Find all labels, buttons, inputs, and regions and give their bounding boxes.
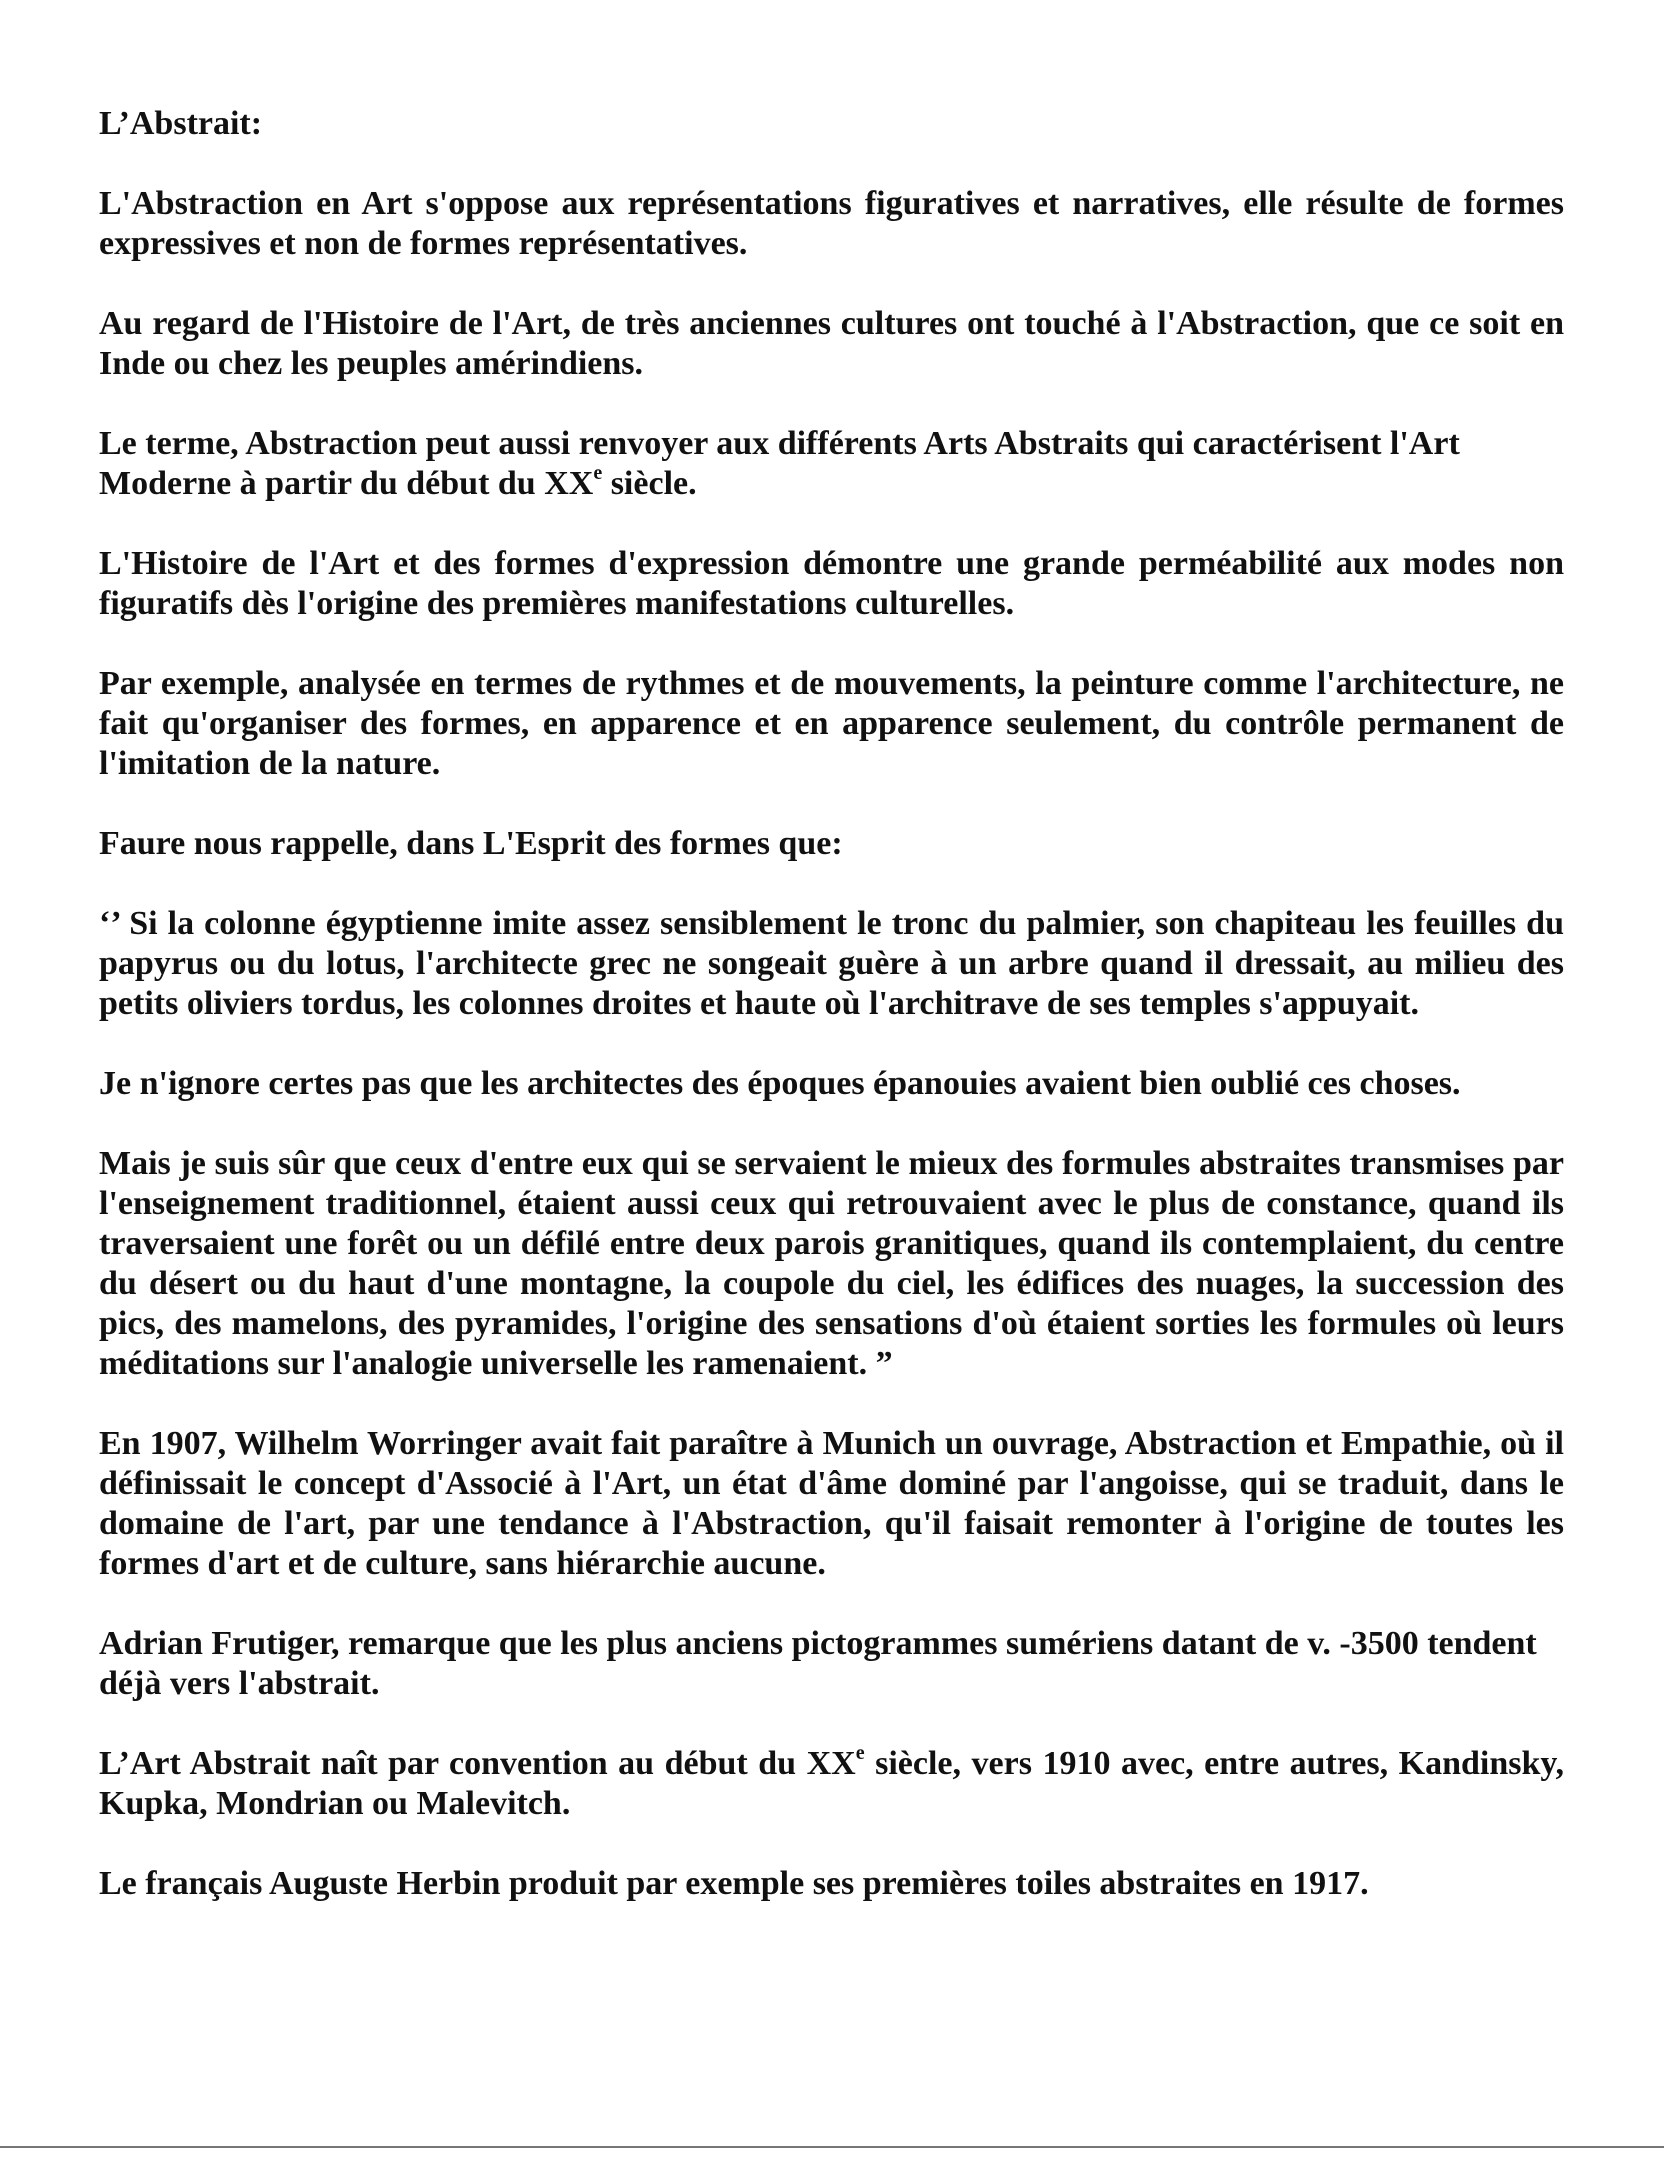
paragraph-quote-architects: Je n'ignore certes pas que les architectes des époques épanouies avaient bien oublié ces choses. xyxy=(99,1065,1461,1102)
paragraph-rhythms: Par exemple, analysée en termes de rythmes et de mouvements, la peinture comme l'architecture, ne fait qu'organiser des formes, en apparence et en apparence seulement, du contrôle permanent de l'imitation de la nature. xyxy=(99,665,1564,782)
document-page xyxy=(99,104,1564,1944)
document-title: L’Abstrait: xyxy=(99,105,263,142)
paragraph-modern-art xyxy=(99,424,1564,504)
paragraph-abstract-art-birth-text: L’Art Abstrait naît par convention au début du XX xyxy=(99,1745,856,1782)
paragraph-frutiger: Adrian Frutiger, remarque que les plus anciens pictogrammes sumériens datant de v. -3500 tendent déjà vers l'abstrait. xyxy=(99,1625,1537,1702)
paragraph-modern-art-text: Le terme, Abstraction peut aussi renvoyer aux différents Arts Abstraits qui caractérisent l'Art Moderne à partir du début du XX xyxy=(99,425,1460,502)
paragraph-modern-art-end: siècle. xyxy=(610,465,697,502)
paragraph-art-history: L'Histoire de l'Art et des formes d'expression démontre une grande perméabilité aux modes non figuratifs dès l'origine des premières manifestations culturelles. xyxy=(99,545,1564,622)
paragraph-quote-column: ‘’ Si la colonne égyptienne imite assez sensiblement le tronc du palmier, son chapiteau les feuilles du papyrus ou du lotus, l'architecte grec ne songeait guère à un arbre quand il dressait, au milieu des petits oliviers tordus, les colonnes droites et haute où l'architrave de ses temples s'appuyait. xyxy=(99,905,1564,1022)
paragraph-ancient-cultures: Au regard de l'Histoire de l'Art, de très anciennes cultures ont touché à l'Abstraction, que ce soit en Inde ou chez les peuples amérindiens. xyxy=(99,305,1564,382)
paragraph-quote-formulas: Mais je suis sûr que ceux d'entre eux qui se servaient le mieux des formules abstraites transmises par l'enseignement traditionnel, étaient aussi ceux qui retrouvaient avec le plus de constance, quand ils traversaient une forêt ou un défilé entre deux parois granitiques, quand ils contemplaient, du centre du désert ou du haut d'une montagne, la coupole du ciel, les édifices des nuages, la succession des pics, des mamelons, des pyramides, l'origine des sensations d'où étaient sorties les formules où leurs méditations sur l'analogie universelle les ramenaient. ” xyxy=(99,1145,1564,1382)
paragraph-herbin: Le français Auguste Herbin produit par exemple ses premières toiles abstraites en 1917. xyxy=(99,1865,1369,1902)
superscript-e: e xyxy=(855,1741,865,1764)
paragraph-faure-intro: Faure nous rappelle, dans L'Esprit des formes que: xyxy=(99,825,843,862)
superscript-e: e xyxy=(593,461,603,484)
paragraph-abstract-art-birth-end: siècle, vers 1910 avec, entre autres, Kandinsky, Kupka, Mondrian ou Malevitch. xyxy=(99,1745,1565,1822)
paragraph-worringer: En 1907, Wilhelm Worringer avait fait paraître à Munich un ouvrage, Abstraction et Empathie, où il définissait le concept d'Associé à l'Art, un état d'âme dominé par l'angoisse, qui se traduit, dans le domaine de l'art, par une tendance à l'Abstraction, qu'il faisait remonter à l'origine de toutes les formes d'art et de culture, sans hiérarchie aucune. xyxy=(99,1425,1564,1582)
paragraph-abstraction-definition: L'Abstraction en Art s'oppose aux représentations figuratives et narratives, elle résulte de formes expressives et non de formes représentatives. xyxy=(99,185,1564,262)
bottom-rule xyxy=(0,2146,1664,2148)
paragraph-abstract-art-birth xyxy=(99,1741,1565,1824)
